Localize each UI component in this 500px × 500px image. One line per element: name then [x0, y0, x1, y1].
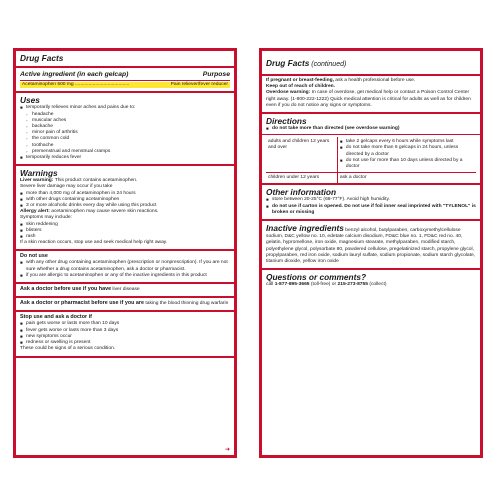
phone-collect: 215-273-8755 — [337, 282, 368, 288]
uses-last: ■ temporarily reduces fever — [20, 155, 230, 161]
questions-contact — [266, 282, 476, 288]
divider — [262, 134, 480, 135]
allergy-text: acetaminophen may cause severe skin reactions. — [49, 209, 159, 215]
other-info-section — [262, 185, 480, 221]
drug-facts-panel-right — [259, 48, 483, 458]
pregnancy-label: If pregnant or breast-feeding, — [266, 78, 334, 83]
questions-section — [262, 270, 480, 291]
active-ingredient-section — [16, 68, 234, 93]
stop-use-item: ■ fever gets worse or lasts more than 3 days — [20, 328, 230, 334]
symptom-item: ■ rash — [20, 234, 230, 240]
bullet-icon: ◦ — [26, 136, 28, 142]
do-not-use-item: ■ if you are allergic to acetaminophen or any of the inactive ingredients in this product — [20, 273, 230, 279]
use-item-text: muscular aches — [32, 117, 67, 123]
stop-use-item: ■ redness or swelling is present — [20, 340, 230, 346]
liver-item: ■ more than 4,000 mg of acetaminophen in 24 hours — [20, 191, 230, 197]
uses-intro: ■ temporarily relieves minor aches and pains due to: — [20, 105, 230, 111]
collect-text: (collect) — [367, 282, 387, 288]
symptom-item: ■ skin reddening — [20, 222, 230, 228]
liver-item: ■ 3 or more alcoholic drinks every day while using this product — [20, 203, 230, 209]
stop-use-heading: Stop use and ask a doctor if — [20, 314, 92, 321]
bullet-icon: ◦ — [26, 124, 28, 130]
symptoms-intro: Symptoms may include: — [20, 215, 72, 221]
adult-label: adults and children 12 years and over — [266, 137, 337, 173]
use-item-text: toothache — [32, 142, 54, 148]
divider — [16, 282, 234, 284]
use-item-text: backache — [32, 124, 53, 130]
skin-reaction-note: If a skin reaction occurs, stop use and seek medical help right away. — [20, 240, 168, 246]
uses-section — [16, 93, 234, 166]
adult-item: ■ do not use for more than 10 days unless directed by a doctor — [340, 158, 474, 170]
bullet-icon: ◦ — [26, 148, 28, 154]
stop-use-item: ■ pain gets worse or lasts more than 10 days — [20, 321, 230, 327]
active-ingredient-heading: Active ingredient (in each gelcap) — [20, 71, 129, 78]
use-item-text: headache — [32, 111, 54, 117]
directions-table — [266, 137, 476, 183]
directions-heading: Directions — [266, 116, 307, 127]
inactive-ingredients-section — [262, 221, 480, 270]
ask-doctor-text: liver disease — [111, 287, 140, 293]
stop-use-item: ■ new symptoms occur — [20, 334, 230, 340]
use-item-text: minor pain of arthritis — [32, 130, 78, 136]
directions-top: ■ do not take more than directed (see overdose warning) — [266, 126, 476, 132]
liver-text: This product contains acetaminophen. — [53, 178, 138, 184]
ask-pharmacist — [20, 300, 230, 307]
bullet-icon: ◦ — [26, 111, 28, 117]
other-info-item: ■ do not use if carton is opened. Do not use if foil inner seal imprinted with "TYLENOL" is broken or missing — [266, 204, 476, 216]
other-info-heading: Other information — [266, 187, 337, 198]
overdose-text: In case of overdose, get medical help or contact a Poison Control Center right away. (1-800-222-1222) Quick medical attention is critical for adults as well as for children even if you do not notice any signs or symptoms. — [266, 90, 471, 108]
ask-pharmacist-text: taking the blood thinning drug warfarin — [144, 301, 229, 307]
divider — [16, 296, 234, 298]
symptom-item: ■ blisters — [20, 228, 230, 234]
use-item-text: the common cold — [32, 136, 70, 142]
bullet-icon: ◦ — [26, 117, 28, 123]
bullet-icon: ◦ — [26, 142, 28, 148]
questions-heading: Questions or comments? — [266, 272, 367, 283]
overdose-warning — [266, 90, 476, 109]
adult-item: ■ do not take more than 6 gelcaps in 24 hours, unless directed by a doctor — [340, 145, 474, 157]
do-not-use-heading: Do not use — [20, 253, 48, 260]
warnings-heading: Warnings — [20, 168, 58, 179]
overdose-label: Overdose warning: — [266, 90, 311, 96]
directions-section — [262, 114, 480, 185]
ingredient-name: Acetaminophen 500 mg ........................................ — [22, 82, 130, 87]
inactive-ingredients — [266, 223, 476, 265]
divider — [16, 249, 234, 251]
pregnancy-text: ask a health professional before use. — [333, 78, 416, 83]
ask-doctor-label: Ask a doctor before use if you have — [20, 286, 112, 293]
title-section — [16, 51, 234, 68]
continue-arrow-icon: ➜ — [224, 447, 230, 453]
table-row — [266, 173, 476, 184]
call-text: call — [266, 282, 275, 288]
adult-directions — [337, 137, 476, 173]
warnings-section — [16, 166, 234, 357]
panel-title-continued: (continued) — [309, 61, 347, 68]
liver-more: Severe liver damage may occur if you take — [20, 184, 113, 190]
active-ingredient-row — [20, 82, 230, 88]
adult-item: ■ take 2 gelcaps every 6 hours while symptoms last — [340, 139, 474, 145]
ask-doctor — [20, 286, 230, 293]
keep-out-of-reach: Keep out of reach of children. — [266, 84, 336, 90]
other-info-item: ■ store between 20-25°C (68-77°F). Avoid high humidity. — [266, 197, 476, 203]
phone-toll-free: 1-877-895-3665 — [274, 282, 310, 288]
active-ingredient-header — [20, 70, 230, 81]
child-label: children under 12 years — [266, 173, 337, 184]
liver-label: Liver warning: — [20, 178, 54, 184]
inactive-text: benzyl alcohol, butylparaben, carboxymethylcellulose sodium, D&C yellow no. 10, edetate calcium disodium, FD&C blue no. 1, FD&C red no. 40, gelatin, hypromellose, iron oxide, magnesium stearate, methylparaben, modified starch, polyethylene glycol, polysorbate 80, powdered cellulose, pregelatinized starch, propylene glycol, propylparaben, red iron oxide, sodium lauryl sulfate, sodium propionate, sodium starch glycolate, titanium dioxide, yellow iron oxide — [266, 228, 476, 265]
do-not-use-item: ■ with any other drug containing acetaminophen (prescription or nonprescription). If you are not sure whether a drug contains acetaminophen, ask a doctor or pharmacist. — [20, 260, 230, 272]
toll-free-text: (toll-free) or — [309, 282, 338, 288]
use-item-text: premenstrual and menstrual cramps — [32, 148, 111, 154]
bullet-icon: ◦ — [26, 130, 28, 136]
stop-use-last: These could be signs of a serious condition. — [20, 346, 116, 352]
child-directions: ask a doctor — [339, 175, 367, 181]
pregnancy-overdose-section — [262, 76, 480, 114]
ingredient-purpose: Pain reliever/fever reducer — [170, 82, 228, 87]
liver-item: ■ with other drugs containing acetaminophen — [20, 197, 230, 203]
inactive-heading: Inactive ingredients — [266, 223, 344, 234]
panel-title-text: Drug Facts — [266, 58, 310, 68]
allergy-label: Allergy alert: — [20, 209, 50, 215]
uses-heading: Uses — [20, 95, 40, 106]
purpose-heading: Purpose — [202, 71, 230, 78]
panel-title: Drug Facts — [20, 53, 64, 63]
ask-pharmacist-label: Ask a doctor or pharmacist before use if you are — [20, 300, 145, 307]
drug-facts-panel-left — [13, 48, 237, 458]
divider — [16, 310, 234, 312]
panel-title — [266, 53, 476, 71]
title-section — [262, 51, 480, 76]
table-row — [266, 137, 476, 173]
